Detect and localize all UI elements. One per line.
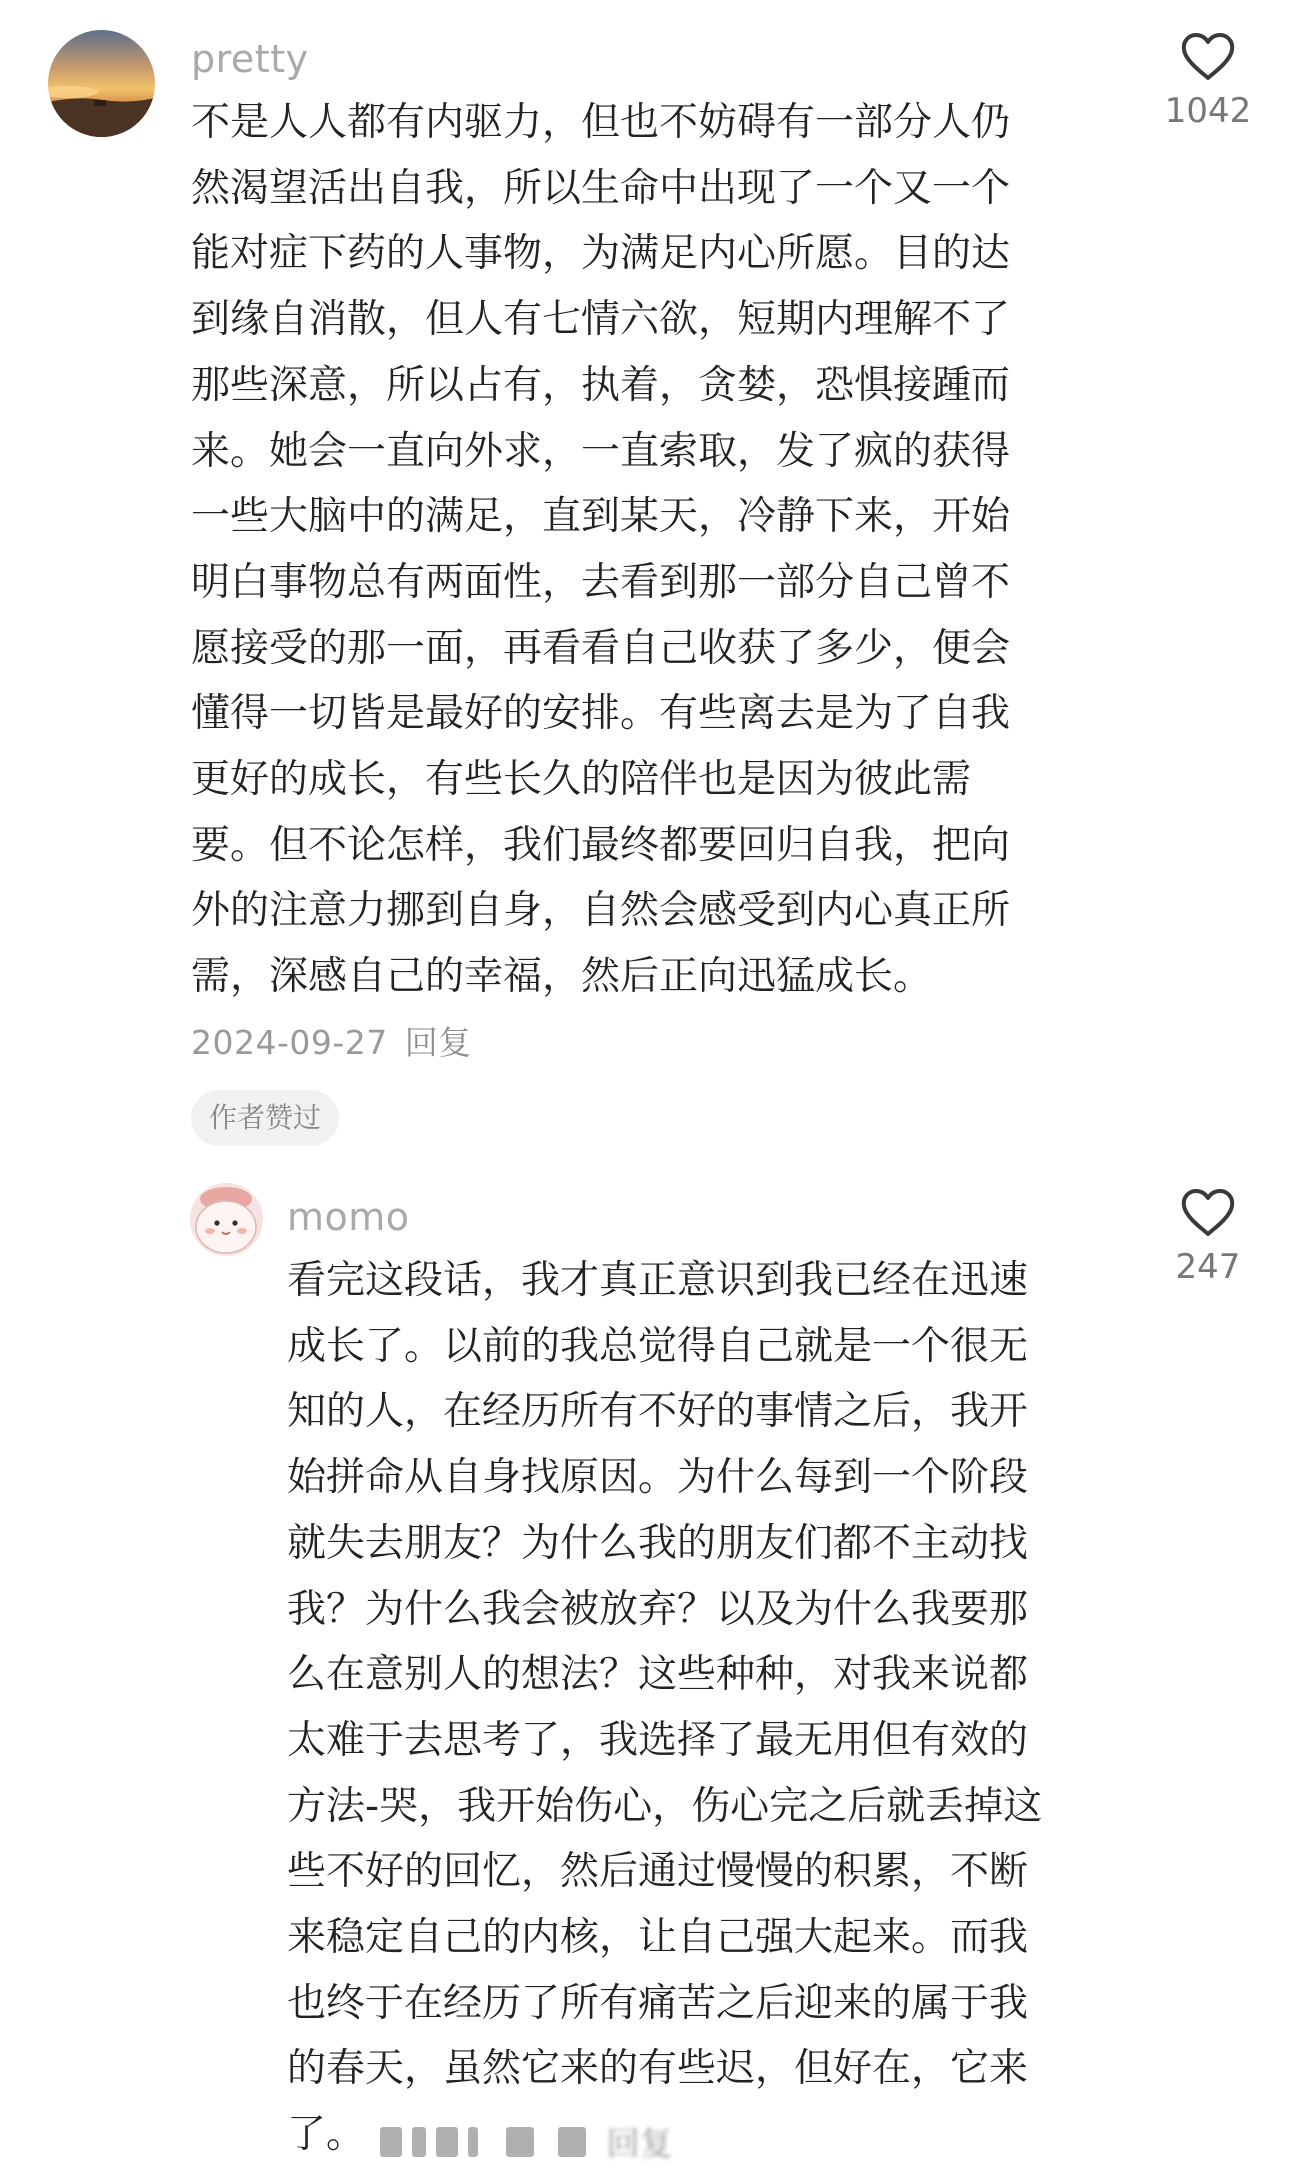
redaction-block xyxy=(412,2127,426,2157)
redaction-block xyxy=(558,2127,586,2157)
cartoon-face-avatar xyxy=(190,1183,263,1256)
comment-line: 一些大脑中的满足，直到某天，冷静下来，开始 xyxy=(191,494,1011,540)
comment-line: 不是人人都有内驱力，但也不妨碍有一部分人仍 xyxy=(191,100,1011,145)
comment-last-line: 了。 xyxy=(287,2112,366,2158)
comment-line: 就失去朋友？为什么我的朋友们都不主动找 xyxy=(287,1520,1029,1566)
comment-line: 来稳定自己的内核，让自己强大起来。而我 xyxy=(287,1915,1029,1961)
comment-line: 太难于去思考了，我选择了最无用但有效的 xyxy=(287,1717,1029,1763)
comment-line: 更好的成长，有些长久的陪伴也是因为彼此需 xyxy=(191,757,972,803)
redaction-block xyxy=(380,2127,402,2157)
comment-line: 么在意别人的想法？这些种种，对我来说都 xyxy=(287,1652,1029,1698)
comment-line: 始拼命从自身找原因。为什么每到一个阶段 xyxy=(287,1455,1029,1501)
comment-text xyxy=(191,90,1010,1010)
heart-outline-icon xyxy=(1180,1188,1236,1238)
comment-line: 成长了。以前的我总觉得自己就是一个很无 xyxy=(287,1323,1029,1369)
comment-date: 2024-09-27 xyxy=(191,1023,388,1062)
like-count: 247 xyxy=(1175,1247,1241,1287)
comment-text xyxy=(287,1248,1042,2168)
user-avatar[interactable] xyxy=(48,30,155,137)
comment-line: 知的人，在经历所有不好的事情之后，我开 xyxy=(287,1389,1029,1435)
comment-line: 来。她会一直向外求，一直索取，发了疯的获得 xyxy=(191,428,1011,474)
redaction-block xyxy=(506,2127,534,2157)
like-count: 1042 xyxy=(1164,91,1252,131)
like-button[interactable] xyxy=(1138,32,1278,131)
comment-line: 能对症下药的人事物，为满足内心所愿。目的达 xyxy=(191,231,1011,277)
author-liked-badge: 作者赞过 xyxy=(191,1090,339,1146)
comment-meta xyxy=(191,1023,472,1062)
heart-outline-icon xyxy=(1180,32,1236,82)
reply-button[interactable]: 回复 xyxy=(606,2124,673,2163)
like-button[interactable] xyxy=(1138,1188,1278,1287)
comment-line: 我？为什么我会被放弃？以及为什么我要那 xyxy=(287,1586,1029,1632)
comment-2 xyxy=(0,1160,1290,2174)
obscured-comment-meta xyxy=(380,2118,700,2163)
comment-line: 些不好的回忆，然后通过慢慢的积累，不断 xyxy=(287,1849,1029,1895)
user-avatar[interactable] xyxy=(190,1183,263,1256)
comment-line: 懂得一切皆是最好的安排。有些离去是为了自我 xyxy=(191,691,1011,737)
redaction-block xyxy=(436,2127,458,2157)
comment-line: 明白事物总有两面性，去看到那一部分自己曾不 xyxy=(191,559,1011,605)
comment-line: 的春天，虽然它来的有些迟，但好在，它来 xyxy=(287,2046,1029,2092)
comment-line: 方法-哭，我开始伤心，伤心完之后就丢掉这 xyxy=(287,1783,1043,1829)
comment-line: 需，深感自己的幸福，然后正向迅猛成长。 xyxy=(191,954,933,1000)
comment-line: 看完这段话，我才真正意识到我已经在迅速 xyxy=(287,1258,1029,1303)
sunset-landscape-avatar xyxy=(48,30,155,137)
comment-line: 要。但不论怎样，我们最终都要回归自我，把向 xyxy=(191,822,1011,868)
redaction-block xyxy=(468,2127,478,2157)
comment-line: 也终于在经历了所有痛苦之后迎来的属于我 xyxy=(287,1980,1029,2026)
comment-username[interactable]: momo xyxy=(287,1195,410,1239)
comment-line: 然渴望活出自我，所以生命中出现了一个又一个 xyxy=(191,165,1011,211)
comment-line: 愿接受的那一面，再看看自己收获了多少，便会 xyxy=(191,625,1011,671)
comment-line: 那些深意，所以占有，执着，贪婪，恐惧接踵而 xyxy=(191,362,1011,408)
reply-button[interactable]: 回复 xyxy=(404,1023,472,1062)
comment-username[interactable]: pretty xyxy=(191,37,309,81)
comment-line: 到缘自消散，但人有七情六欲，短期内理解不了 xyxy=(191,297,1011,343)
comment-line: 外的注意力挪到自身，自然会感受到内心真正所 xyxy=(191,888,1011,934)
